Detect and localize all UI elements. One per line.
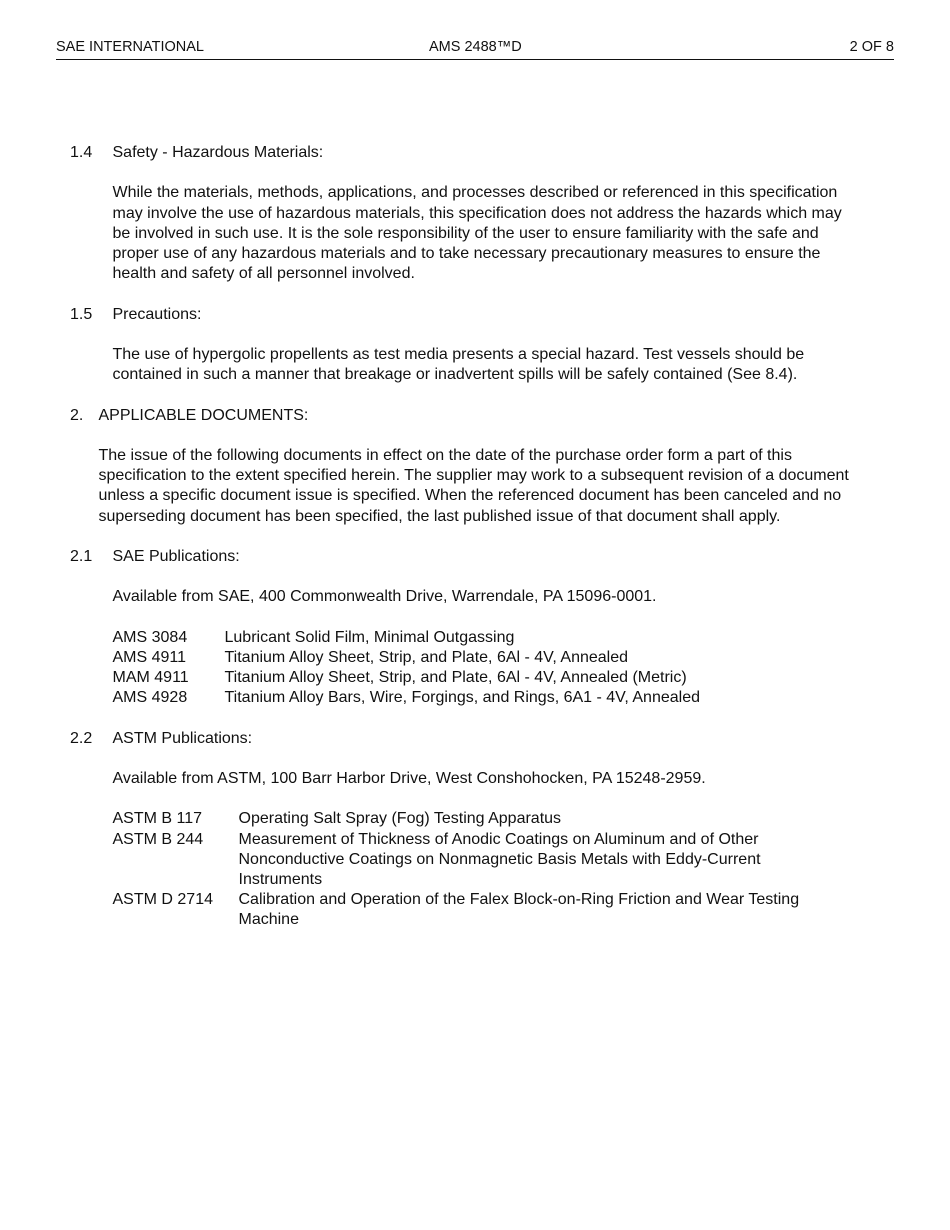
reference-title: Titanium Alloy Sheet, Strip, and Plate, 6Al - 4V, Annealed — [224, 648, 629, 666]
reference-row — [113, 830, 871, 891]
reference-code: AMS 4928 — [112, 689, 188, 707]
section-number: 2. — [70, 406, 84, 424]
reference-title: Titanium Alloy Bars, Wire, Forgings, and Rings, 6A1 - 4V, Annealed — [224, 689, 700, 707]
header-page-number: 2 OF 8 — [849, 39, 894, 55]
reference-title: Lubricant Solid Film, Minimal Outgassing — [224, 628, 515, 646]
reference-code: ASTM B 117 — [112, 810, 203, 828]
section-2-heading — [70, 406, 870, 426]
reference-code: ASTM D 2714 — [112, 891, 213, 909]
sae-availability: Available from SAE, 400 Commonwealth Drive, Warrendale, PA 15096-0001. — [112, 588, 657, 606]
reference-code: AMS 3084 — [112, 628, 188, 646]
reference-row — [113, 668, 871, 688]
header-document-id: AMS 2488™D — [429, 39, 522, 55]
astm-availability: Available from ASTM, 100 Barr Harbor Drive, West Conshohocken, PA 15248-2959. — [112, 770, 706, 788]
document-body — [70, 143, 870, 931]
page-header — [56, 37, 894, 60]
reference-code: MAM 4911 — [112, 669, 189, 687]
section-1-4-body: While the materials, methods, applications, and processes described or referenced in this specification may involve the use of hazardous materials, this specification does not address the hazards which may be involved in such use. It is the sole responsibility of the user to ensure familiarity with the safe and proper use of any hazardous materials and to take necessary precautionary measures to ensure the health and safety of all personnel involved. — [112, 184, 842, 283]
section-2-body: The issue of the following documents in effect on the date of the purchase order form a part of this specification to the extent specified herein. The supplier may work to a subsequent revision of a document unless a specific document issue is specified. When the referenced document has been canceled and no superseding document has been specified, the last published issue of that document shall apply. — [98, 446, 849, 525]
reference-code: AMS 4911 — [112, 648, 187, 666]
section-title: Safety - Hazardous Materials: — [112, 144, 324, 161]
section-2-2-heading — [70, 729, 870, 749]
reference-row — [113, 688, 871, 708]
section-2-1-heading — [70, 547, 870, 567]
reference-title: Operating Salt Spray (Fog) Testing Apparatus — [238, 810, 562, 828]
section-title: ASTM Publications: — [112, 729, 253, 747]
section-1-5-body: The use of hypergolic propellents as test media presents a special hazard. Test vessels should be contained in such a manner that breakage or inadvertent spills will be safely contained (See 8.4). — [112, 345, 805, 384]
header-organization: SAE INTERNATIONAL — [56, 39, 204, 55]
reference-code: ASTM B 244 — [112, 830, 204, 848]
section-1-4-heading — [70, 143, 870, 163]
reference-row — [113, 648, 871, 668]
reference-row — [113, 809, 871, 829]
reference-row — [113, 628, 871, 648]
section-number: 2.1 — [70, 547, 93, 565]
section-number: 1.5 — [70, 305, 93, 323]
section-number: 1.4 — [70, 144, 93, 161]
reference-row — [113, 890, 871, 930]
reference-title: Titanium Alloy Sheet, Strip, and Plate, 6Al - 4V, Annealed (Metric) — [224, 669, 687, 687]
section-title: Precautions: — [112, 305, 202, 323]
section-title: SAE Publications: — [112, 547, 240, 565]
reference-title: Measurement of Thickness of Anodic Coatings on Aluminum and of Other Nonconductive Coatings on Nonmagnetic Basis Metals with Eddy-Current Instruments — [238, 830, 761, 889]
section-title: APPLICABLE DOCUMENTS: — [98, 406, 309, 424]
reference-title: Calibration and Operation of the Falex Block-on-Ring Friction and Wear Testing Machine — [238, 891, 800, 929]
section-number: 2.2 — [70, 729, 93, 747]
section-1-5-heading — [70, 305, 870, 325]
